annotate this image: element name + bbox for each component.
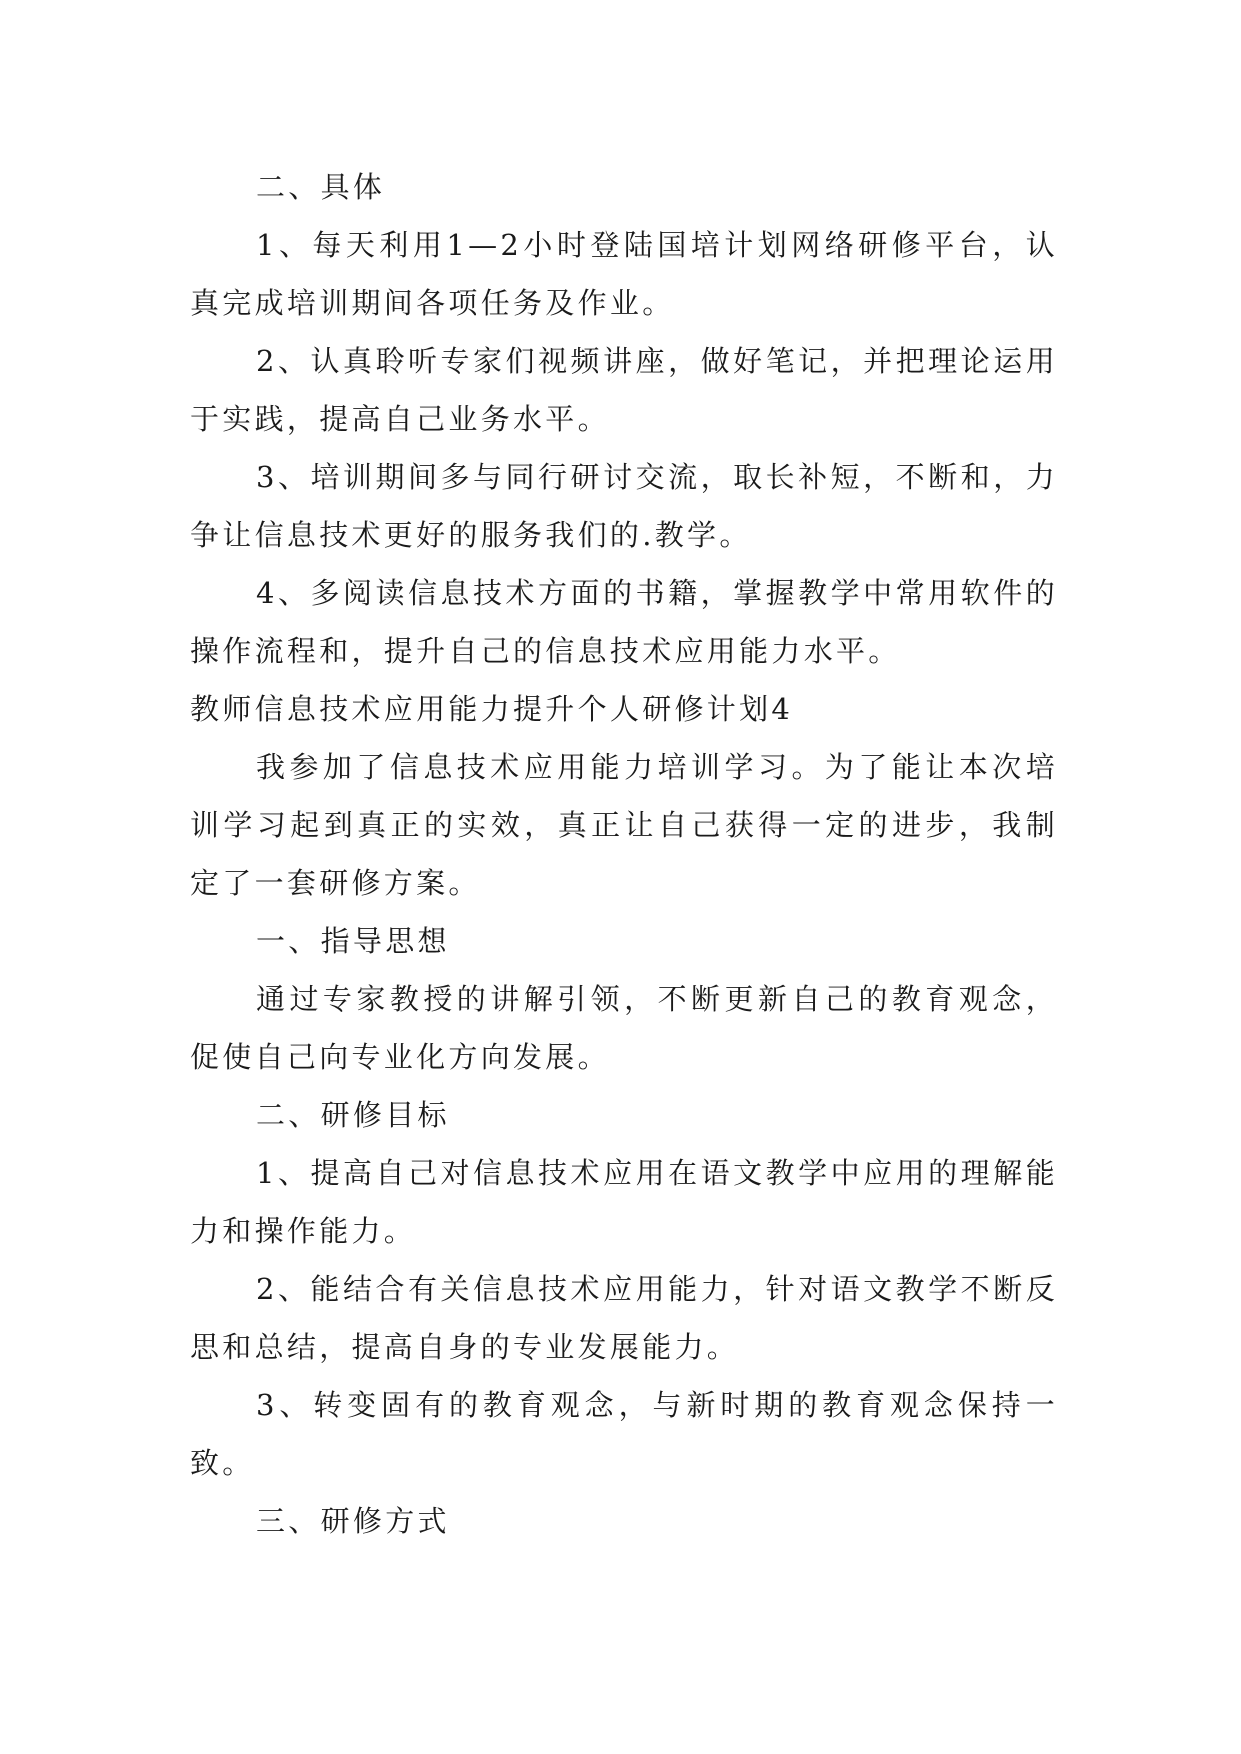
paragraph-item-1: 1、每天利用1—2小时登陆国培计划网络研修平台，认真完成培训期间各项任务及作业。 — [190, 228, 1058, 320]
paragraph-intro: 我参加了信息技术应用能力培训学习。为了能让本次培训学习起到真正的实效，真正让自己获得一定的进步，我制定了一套研修方案。 — [190, 750, 1058, 900]
heading-guiding-thought: 一、指导思想 — [256, 924, 450, 958]
paragraph-goal-3: 3、转变固有的教育观念，与新时期的教育观念保持一致。 — [190, 1388, 1058, 1480]
section-title: 教师信息技术应用能力提升个人研修计划4 — [190, 692, 794, 726]
paragraph-goal-1: 1、提高自己对信息技术应用在语文教学中应用的理解能力和操作能力。 — [190, 1156, 1058, 1248]
paragraph-item-4: 4、多阅读信息技术方面的书籍，掌握教学中常用软件的操作流程和，提升自己的信息技术应用能力水平。 — [190, 576, 1058, 668]
paragraph-item-3: 3、培训期间多与同行研讨交流，取长补短，不断和，力争让信息技术更好的服务我们的.教学。 — [190, 460, 1058, 552]
heading-specific: 二、具体 — [256, 170, 386, 204]
heading-methods: 三、研修方式 — [256, 1504, 450, 1538]
heading-goals: 二、研修目标 — [256, 1098, 450, 1132]
document-body — [190, 158, 1058, 1550]
paragraph-goal-2: 2、能结合有关信息技术应用能力，针对语文教学不断反思和总结，提高自身的专业发展能力。 — [190, 1272, 1058, 1364]
paragraph-guiding-thought: 通过专家教授的讲解引领，不断更新自己的教育观念，促使自己向专业化方向发展。 — [190, 982, 1058, 1074]
paragraph-item-2: 2、认真聆听专家们视频讲座，做好笔记，并把理论运用于实践，提高自己业务水平。 — [190, 344, 1058, 436]
